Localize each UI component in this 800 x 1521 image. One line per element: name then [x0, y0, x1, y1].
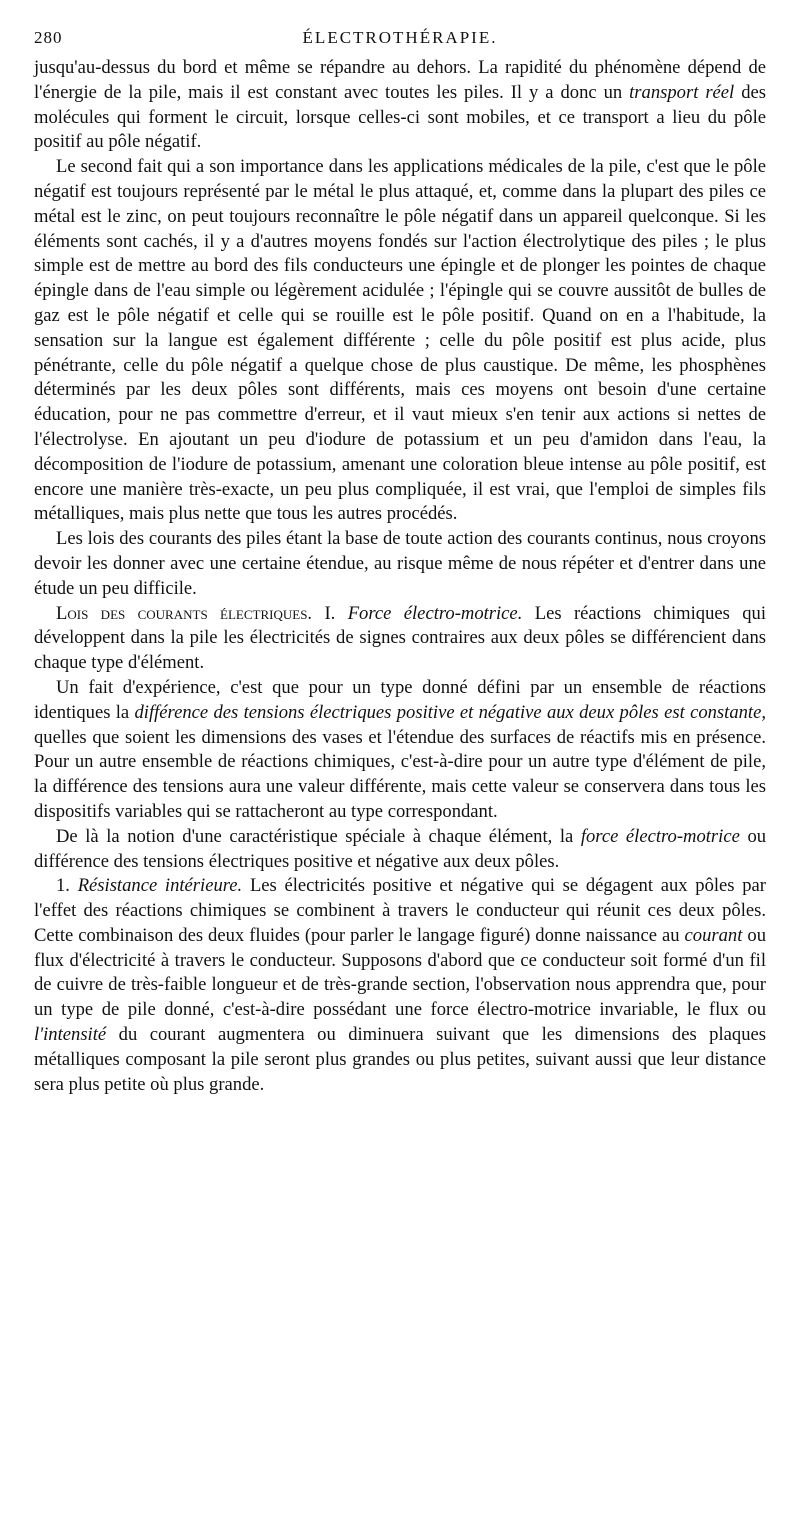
paragraph-6-emphasis: force électro-motrice — [580, 825, 740, 847]
paragraph-7-text-end: du courant augmentera ou diminuera suivant que les dimensions des plaques métalliques composant la pile seront plus grandes ou plus petites, suivant aussi que leur distance sera plus petite où plus grande. — [34, 1024, 766, 1095]
paragraph-1 — [34, 56, 766, 155]
paragraph-5-text: Un fait d'expérience, c'est que pour un type donné défini par un ensemble de réactions identiques la — [34, 676, 766, 723]
paragraph-7-text: Les électricités positive et négative qui se dégagent aux pôles par l'effet des réactions chimiques se combinent à travers le conducteur qui réunit ces deux pôles. Cette combinaison des deux fluides (pour parler le langage figuré) donne naissance au — [34, 875, 766, 946]
paragraph-1-text-end: des molécules qui forment le circuit, lorsque celles-ci sont mobiles, et ce transport a lieu du pôle positif au pôle négatif. — [34, 81, 766, 153]
subsection-title-resistance: Résistance intérieure. — [77, 875, 243, 897]
paragraph-3: Les lois des courants des piles étant la base de toute action des courants continus, nous croyons devoir les donner avec une certaine étendue, au risque même de nous répéter et d'entrer dans une étude un peu difficile. — [34, 528, 766, 599]
page-number: 280 — [34, 28, 63, 47]
paragraph-7-emphasis-intensite: l'intensité — [34, 1024, 107, 1046]
paragraph-4-text: Les réactions chimiques qui développent dans la pile les électricités de signes contraires aux deux pôles se différencient dans chaque type d'élément. — [34, 602, 766, 674]
paragraph-1-text: jusqu'au-dessus du bord et même se répandre au dehors. La rapidité du phénomène dépend de l'énergie de la pile, mais il est constant avec toutes les piles. Il y a donc un — [34, 57, 766, 103]
paragraph-5-text-end: quelles que soient les dimensions des vases et l'étendue des surfaces de réactifs mis en présence. Pour un autre ensemble de réactions chimiques, c'est-à-dire pour un autre type d'élément de pile, la différence des tensions aura une valeur différente, mais cette valeur se conservera dans tous les dispositifs variables qui se rattacheront au type correspondant. — [34, 726, 766, 822]
paragraph-7-text-mid: ou flux d'électricité à travers le conducteur. Supposons d'abord que ce conducteur soit formé d'un fil de cuivre de très-faible longueur et de très-grande section, l'observation nous apprendra que, pour un type de pile donné, c'est-à-dire possédant une force électro-motrice invariable, le flux ou — [34, 924, 766, 1021]
section-heading: Lois des courants électriques. — [56, 602, 313, 624]
body-text — [34, 56, 766, 1097]
paragraph-6-text-end: ou différence des tensions électriques positive et négative aux deux pôles. — [34, 825, 767, 872]
paragraph-7 — [34, 874, 766, 1097]
page — [34, 28, 766, 1097]
subsection-number: 1. — [56, 875, 70, 897]
paragraph-5-emphasis: différence des tensions électriques positive et négative aux deux pôles est constante, — [134, 701, 766, 723]
paragraph-1-emphasis: transport réel — [629, 81, 735, 103]
page-header — [34, 28, 766, 56]
paragraph-5 — [34, 676, 766, 825]
subsection-title-force: Force électro-motrice. — [347, 602, 523, 624]
section-number: I. — [324, 602, 336, 624]
paragraph-2: Le second fait qui a son importance dans les applications médicales de la pile, c'est que le pôle négatif est toujours représenté par le métal le plus attaqué, et, comme dans la plupart des piles ce métal est le zinc, on peut toujours reconnaître le pôle négatif dans un appareil quelconque. Si les éléments sont cachés, il y a d'autres moyens fondés sur l'action électrolytique des piles ; le plus simple est de mettre au bord des fils conducteurs une épingle et de plonger les pointes de chaque épingle dans de l'eau simple ou légèrement acidulée ; l'épingle qui se couvre aussitôt de bulles de gaz est le pôle négatif et celle qui se rouille est le pôle positif. Quand on en a l'habitude, la sensation sur la langue est également différente ; celle du pôle positif est plus acide, plus pénétrante, celle du pôle négatif a quelque chose de plus caustique. De même, les phosphènes déterminés par les deux pôles sont différents, mais ces moyens ont besoin d'une certaine éducation, pour ne pas commettre d'erreur, et il vaut mieux s'en tenir aux actions si nettes de l'électrolyse. En ajoutant un peu d'iodure de potassium et un peu d'amidon dans l'eau, la décomposition de l'iodure de potassium, amenant une coloration bleue intense au pôle positif, est encore une manière très-exacte, un peu plus compliquée, il est vrai, que l'emploi de simples fils métalliques, mais plus nette que tous les autres procédés. — [34, 156, 766, 525]
paragraph-7-emphasis-courant: courant — [684, 924, 743, 946]
paragraph-6 — [34, 825, 766, 875]
paragraph-4 — [34, 602, 766, 676]
paragraph-6-text: De là la notion d'une caractéristique spéciale à chaque élément, la — [56, 825, 574, 847]
running-title: ÉLECTROTHÉRAPIE. — [302, 28, 498, 47]
